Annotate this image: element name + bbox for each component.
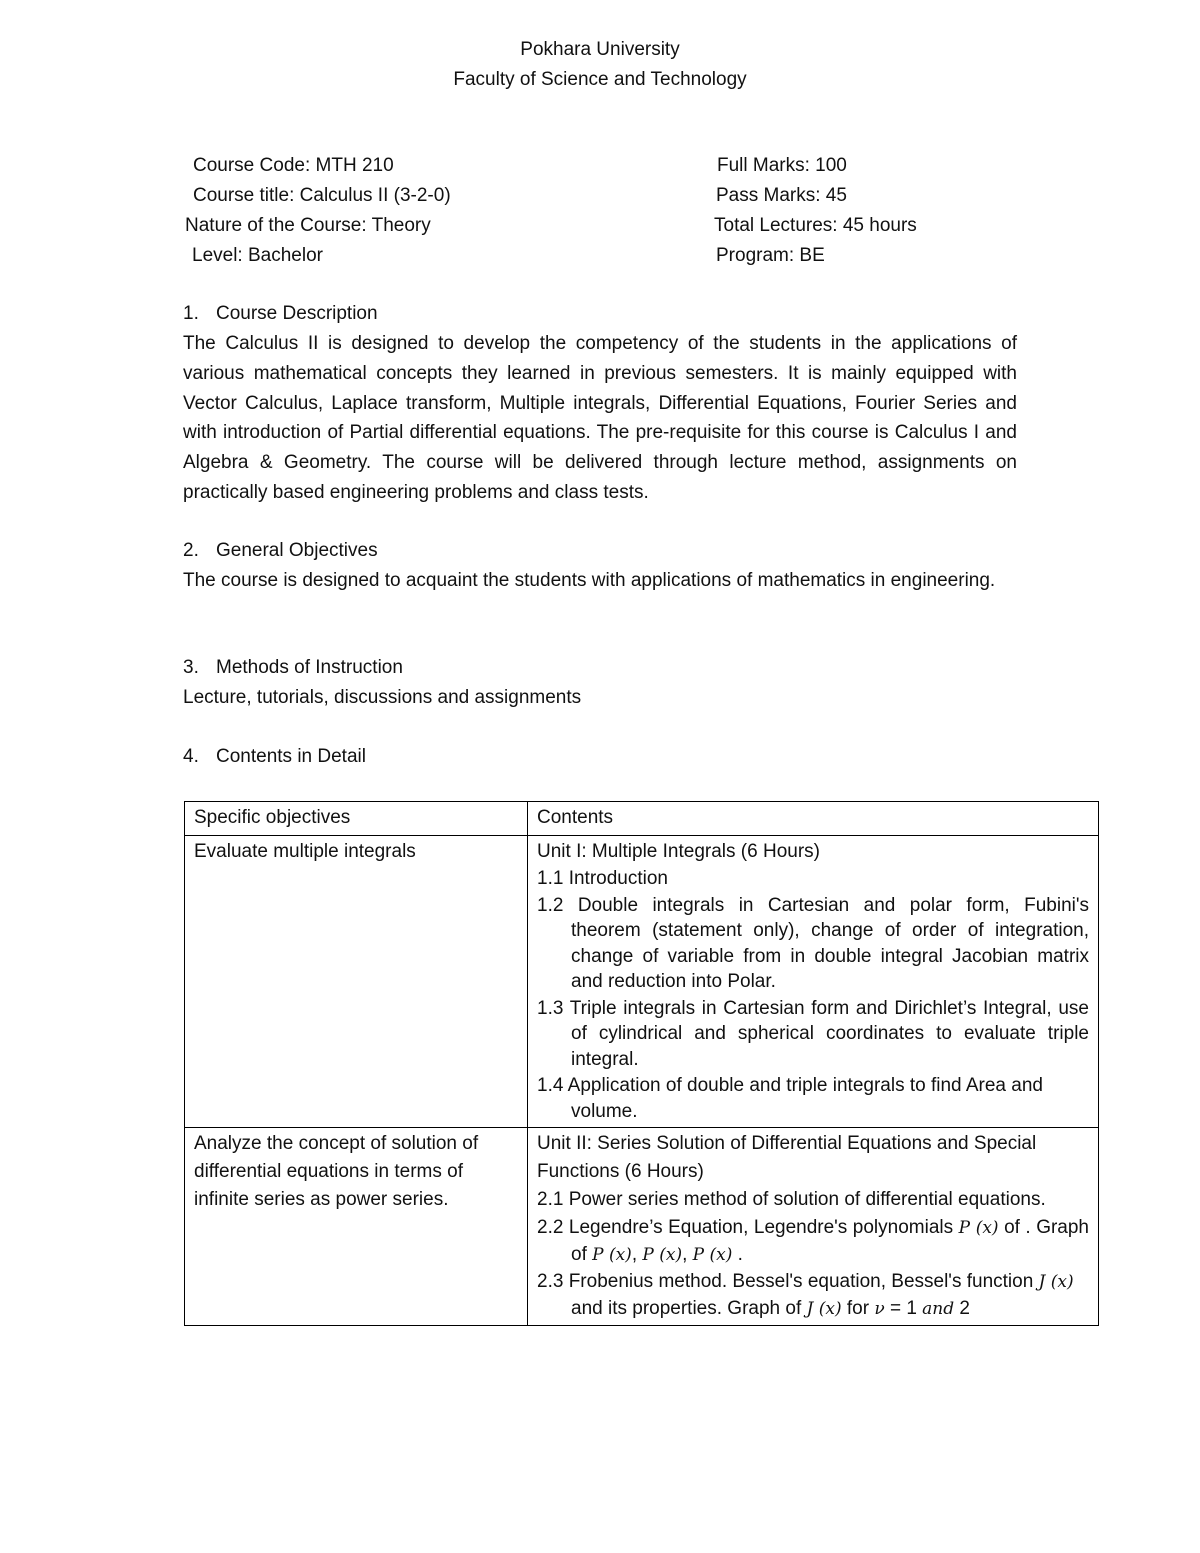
- table-header-row: [185, 802, 1099, 836]
- section-number: 3.: [183, 657, 199, 678]
- objective-cell: Analyze the concept of solution of differential equations in terms of infinite series as power series.: [185, 1128, 528, 1326]
- faculty-name: Faculty of Science and Technology: [453, 69, 747, 90]
- item-text: 2: [954, 1297, 970, 1319]
- section-title-text: Methods of Instruction: [216, 657, 403, 678]
- general-objectives-text: The course is designed to acquaint the students with applications of mathematics in engineering.: [183, 570, 996, 591]
- math-expression: P (x): [692, 1244, 733, 1265]
- section-number: 1.: [183, 303, 199, 324]
- item-text: of . Graph of: [571, 1217, 1089, 1265]
- section-title-text: Contents in Detail: [216, 746, 366, 767]
- objective-cell: Evaluate multiple integrals: [185, 836, 528, 1128]
- contents-table: [184, 801, 1099, 1326]
- table-row: [185, 836, 1099, 1128]
- item-text: 2.3 Frobenius method. Bessel's equation, Bessel's function: [537, 1271, 1039, 1292]
- full-marks: Full Marks: 100: [717, 155, 847, 176]
- table-row: [185, 1128, 1099, 1326]
- pass-marks: Pass Marks: 45: [716, 185, 847, 206]
- list-item: 1.1 Introduction: [537, 868, 668, 889]
- section-title: [183, 540, 378, 562]
- contents-cell: [528, 1128, 1099, 1326]
- item-text: .: [732, 1243, 743, 1265]
- unit-title: Unit II: Series Solution of Differential Equations and Special Functions (6 Hours): [537, 1133, 1037, 1182]
- math-expression: J (x): [1038, 1272, 1074, 1292]
- course-nature: Nature of the Course: Theory: [185, 215, 431, 236]
- math-expression: P (x): [642, 1244, 683, 1265]
- list-item: 2.1 Power series method of solution of differential equations.: [537, 1189, 1046, 1210]
- list-item: [537, 1215, 1089, 1268]
- math-expression: ν: [874, 1298, 885, 1319]
- item-text: 2.2 Legendre’s Equation, Legendre's polynomials: [537, 1217, 959, 1238]
- list-item: 1.2 Double integrals in Cartesian and polar form, Fubini's theorem (statement only), change of order of integration, change of variable from in double integral Jacobian matrix and reduction into Polar.: [537, 894, 1089, 992]
- math-expression: P (x): [592, 1244, 632, 1265]
- math-expression: J (x): [806, 1298, 842, 1319]
- program: Program: BE: [716, 245, 825, 266]
- list-item: 1.3 Triple integrals in Cartesian form and Dirichlet’s Integral, use of cylindrical and spherical coordinates to evaluate triple integral.: [537, 997, 1089, 1070]
- item-text: and its properties. Graph of: [571, 1297, 807, 1319]
- unit-title: Unit I: Multiple Integrals (6 Hours): [537, 841, 820, 862]
- section-number: 2.: [183, 540, 199, 561]
- table-header-cell: Contents: [528, 802, 1099, 836]
- course-title: Course title: Calculus II (3-2-0): [193, 185, 451, 206]
- section-title: [183, 303, 378, 325]
- course-level: Level: Bachelor: [192, 245, 323, 266]
- course-description-text: The Calculus II is designed to develop the competency of the students in the applications of various mathematical concepts they learned in previous semesters. It is mainly equipped with Vector Calculus, Laplace transform, Multiple integrals, Differential Equations, Fourier Series and with introduction of Partial differential equations. The pre-requisite for this course is Calculus I and Algebra & Geometry. The course will be delivered through lecture method, assignments on practically based engineering problems and class tests.: [183, 333, 1017, 503]
- section-number: 4.: [183, 746, 199, 767]
- course-code: Course Code: MTH 210: [193, 155, 394, 176]
- section-title-text: General Objectives: [216, 540, 378, 561]
- section-title: [183, 746, 366, 768]
- section-title-text: Course Description: [216, 303, 378, 324]
- table-header-cell: Specific objectives: [185, 802, 528, 836]
- item-text: for: [841, 1297, 875, 1319]
- contents-cell: [528, 836, 1099, 1128]
- item-text: = 1: [884, 1297, 923, 1319]
- math-expression: and: [922, 1298, 955, 1319]
- math-expression: P (x): [958, 1218, 999, 1238]
- total-lectures: Total Lectures: 45 hours: [714, 215, 917, 236]
- list-item: 1.4 Application of double and triple integrals to find Area and volume.: [537, 1075, 1043, 1122]
- list-item: [537, 1269, 1089, 1322]
- university-name: Pokhara University: [520, 39, 680, 60]
- methods-of-instruction-text: Lecture, tutorials, discussions and assignments: [183, 687, 582, 708]
- section-title: [183, 657, 403, 679]
- item-text: ,: [631, 1243, 643, 1265]
- item-text: ,: [682, 1243, 693, 1265]
